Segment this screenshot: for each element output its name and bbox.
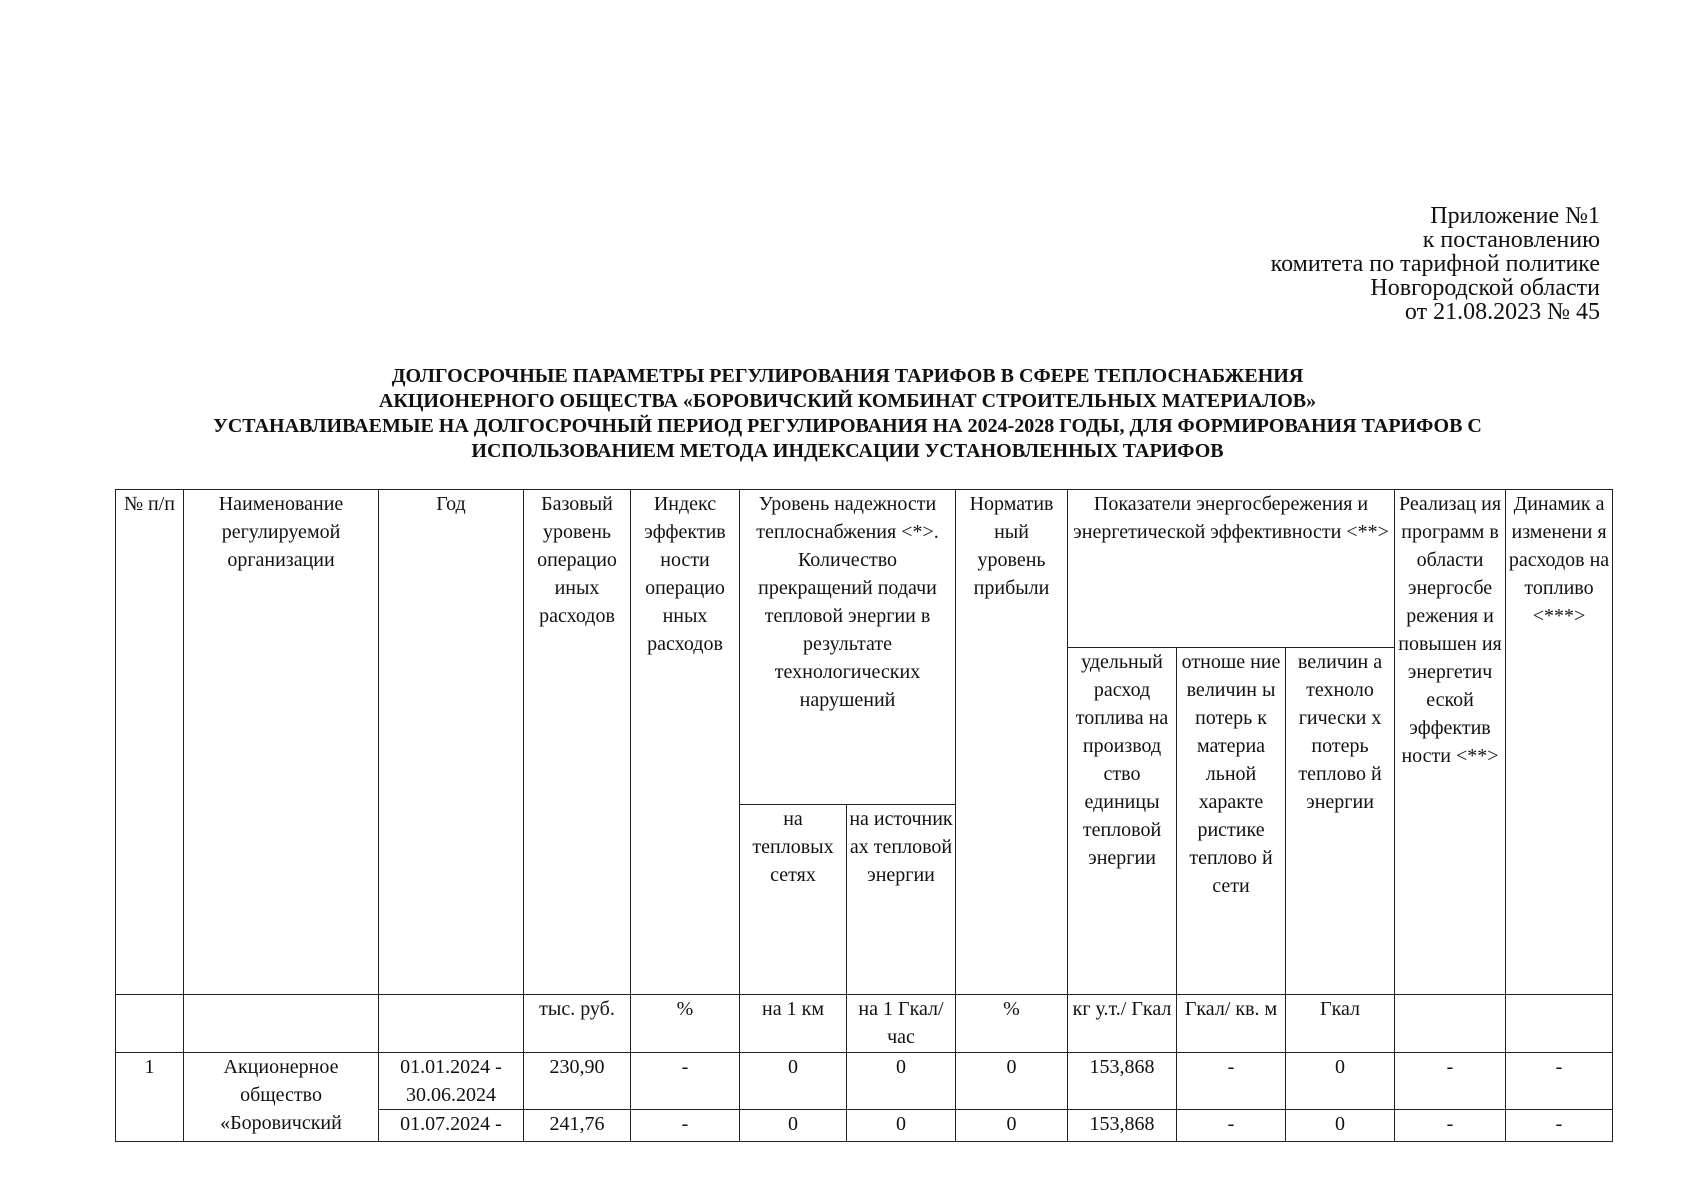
unit-sources: на 1 Гкал/час <box>847 995 956 1053</box>
header-tech-losses: величин а техноло гически х потерь теплово й энергии <box>1286 648 1395 995</box>
row-index: - <box>631 1053 740 1110</box>
unit-cell <box>1395 995 1506 1053</box>
title-line: УСТАНАВЛИВАЕМЫЕ НА ДОЛГОСРОЧНЫЙ ПЕРИОД РЕГУЛИРОВАНИЯ НА 2024-2028 ГОДЫ, ДЛЯ ФОРМИРОВАНИЯ ТАРИФОВ С <box>213 415 1482 437</box>
row-sources: 0 <box>847 1110 956 1142</box>
row-year: 01.07.2024 - <box>379 1110 524 1142</box>
row-base: 230,90 <box>524 1053 631 1110</box>
unit-losses: Гкал <box>1286 995 1395 1053</box>
row-fuel-dynamics: - <box>1506 1053 1613 1110</box>
row-networks: 0 <box>740 1110 847 1142</box>
header-org: Наименование регулируемой организации <box>184 490 379 995</box>
header-profit: Норматив ный уровень прибыли <box>956 490 1068 995</box>
unit-cell <box>379 995 524 1053</box>
unit-ratio: Гкал/ кв. м <box>1177 995 1286 1053</box>
unit-index: % <box>631 995 740 1053</box>
title-line: ИСПОЛЬЗОВАНИЕМ МЕТОДА ИНДЕКСАЦИИ УСТАНОВЛЕННЫХ ТАРИФОВ <box>471 440 1224 462</box>
unit-networks: на 1 км <box>740 995 847 1053</box>
appendix-block <box>1271 204 1600 324</box>
tariff-table <box>115 489 1613 1142</box>
header-energy: Показатели энергосбережения и энергетической эффективности <**> <box>1068 490 1395 648</box>
unit-cell <box>184 995 379 1053</box>
row-profit: 0 <box>956 1110 1068 1142</box>
row-fuel-dynamics: - <box>1506 1110 1613 1142</box>
header-year: Год <box>379 490 524 995</box>
row-base: 241,76 <box>524 1110 631 1142</box>
row-sources: 0 <box>847 1053 956 1110</box>
header-specific-fuel: удельный расход топлива на производ ство единицы тепловой энергии <box>1068 648 1177 995</box>
header-fuel-dynamics: Динамик а изменени я расходов на топливо <***> <box>1506 490 1613 995</box>
header-program: Реализац ия программ в области энергосбе режения и повышен ия энергетич еской эффектив ности <**> <box>1395 490 1506 995</box>
row-losses: 0 <box>1286 1053 1395 1110</box>
appendix-line: Приложение №1 <box>1430 203 1600 229</box>
unit-fuel: кг у.т./ Гкал <box>1068 995 1177 1053</box>
row-networks: 0 <box>740 1053 847 1110</box>
row-ratio: - <box>1177 1053 1286 1110</box>
appendix-line: комитета по тарифной политике <box>1270 251 1600 277</box>
appendix-line: к постановлению <box>1422 227 1600 253</box>
header-on-networks: на тепловых сетях <box>740 805 847 995</box>
row-program: - <box>1395 1110 1506 1142</box>
header-num: № п/п <box>116 490 184 995</box>
unit-cell <box>116 995 184 1053</box>
row-losses: 0 <box>1286 1110 1395 1142</box>
row-profit: 0 <box>956 1053 1068 1110</box>
header-reliability: Уровень надежности теплоснабжения <*>. Количество прекращений подачи тепловой энергии в результате технологических нарушений <box>740 490 956 805</box>
header-index: Индекс эффектив ности операцио нных расходов <box>631 490 740 995</box>
row-ratio: - <box>1177 1110 1286 1142</box>
row-program: - <box>1395 1053 1506 1110</box>
title-line: АКЦИОНЕРНОГО ОБЩЕСТВА «БОРОВИЧСКИЙ КОМБИНАТ СТРОИТЕЛЬНЫХ МАТЕРИАЛОВ» <box>378 390 1317 412</box>
appendix-line: от 21.08.2023 № 45 <box>1404 299 1600 325</box>
title-line: ДОЛГОСРОЧНЫЕ ПАРАМЕТРЫ РЕГУЛИРОВАНИЯ ТАРИФОВ В СФЕРЕ ТЕПЛОСНАБЖЕНИЯ <box>391 365 1304 387</box>
unit-profit: % <box>956 995 1068 1053</box>
row-fuel: 153,868 <box>1068 1110 1177 1142</box>
row-year: 01.01.2024 - 30.06.2024 <box>379 1053 524 1110</box>
row-fuel: 153,868 <box>1068 1053 1177 1110</box>
unit-base: тыс. руб. <box>524 995 631 1053</box>
header-on-sources: на источник ах тепловой энергии <box>847 805 956 995</box>
row-org: Акционерное общество «Боровичский <box>184 1053 379 1142</box>
unit-cell <box>1506 995 1613 1053</box>
header-base: Базовый уровень операцио иных расходов <box>524 490 631 995</box>
row-num: 1 <box>116 1053 184 1142</box>
document-title <box>100 364 1595 464</box>
appendix-line: Новгородской области <box>1370 275 1600 301</box>
header-loss-ratio: отноше ние величин ы потерь к материа льной характе ристике теплово й сети <box>1177 648 1286 995</box>
row-index: - <box>631 1110 740 1142</box>
